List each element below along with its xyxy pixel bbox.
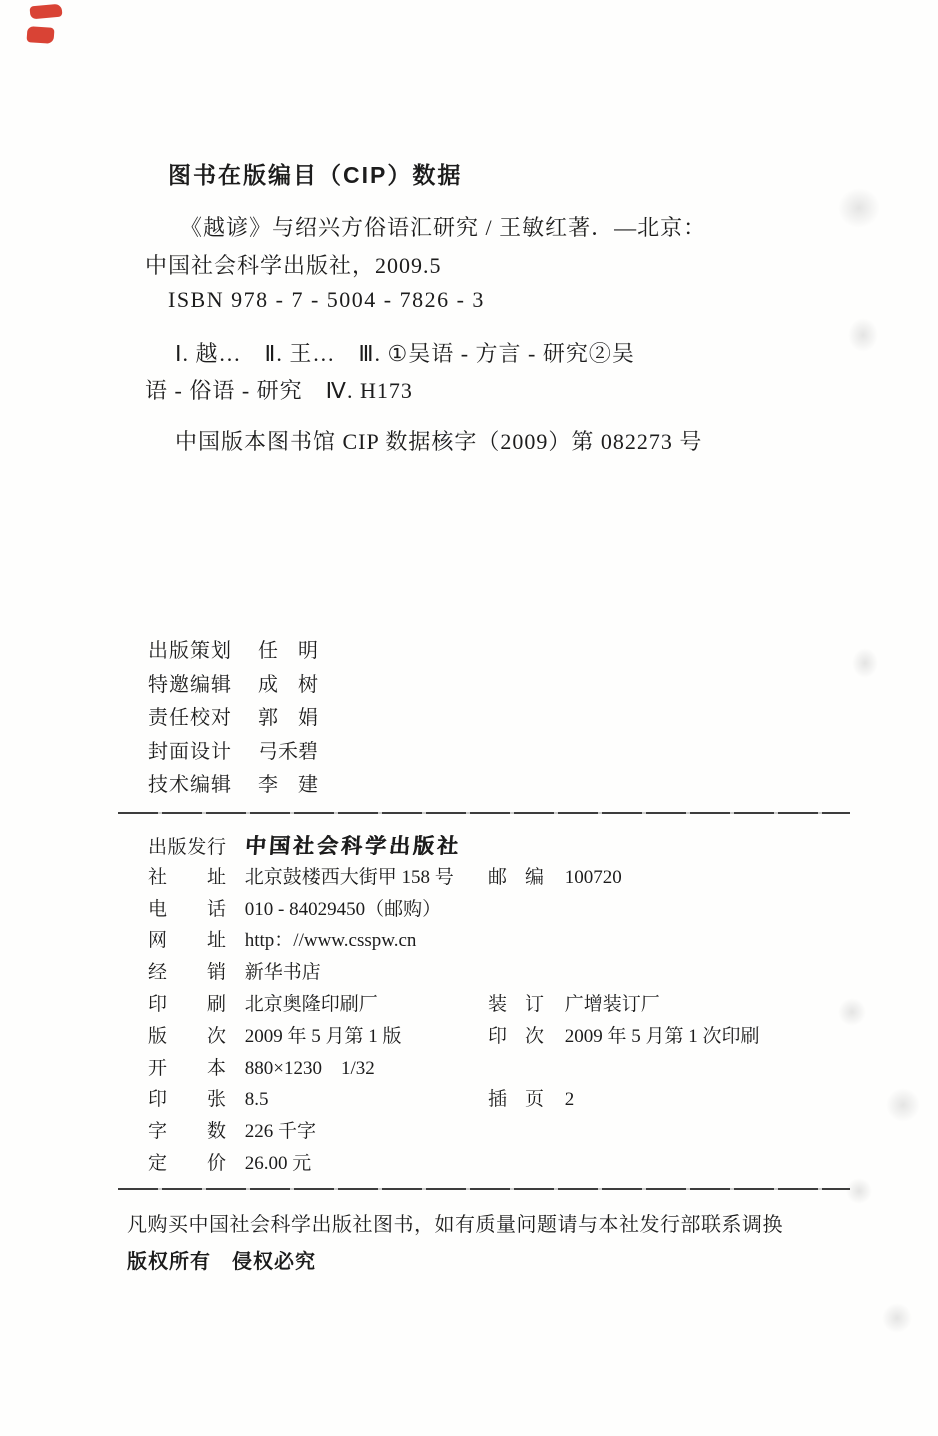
credit-role: 封面设计 — [148, 740, 232, 763]
credit-name: 郭 娟 — [258, 707, 318, 729]
pub-row-website — [148, 925, 850, 957]
pub-row-phone — [148, 894, 850, 926]
cip-record-number: 中国版本图书馆 CIP 数据核字（2009）第 082273 号 — [175, 429, 703, 454]
cip-title: 图书在版编目（CIP）数据 — [168, 162, 463, 188]
pub-right-group — [488, 862, 622, 889]
pub-label: 网址 — [148, 930, 226, 952]
publisher-logo-text: 中国社会科学出版社 — [243, 834, 462, 858]
scan-smudge — [846, 1178, 872, 1204]
copyright-statement: 版权所有 侵权必究 — [127, 1251, 316, 1273]
credit-role: 技术编辑 — [148, 774, 232, 796]
pub-row-address — [148, 862, 850, 894]
pub-value: 新华书店 — [244, 962, 321, 984]
pub-label: 定价 — [148, 1152, 226, 1174]
publication-info-table — [148, 830, 850, 1180]
pub-right-group — [488, 989, 660, 1016]
pub-row-price — [148, 1148, 850, 1180]
pub-label: 印刷 — [148, 993, 226, 1015]
pub-label-right: 印次 — [488, 1025, 544, 1047]
cip-entry-line1: 《越谚》与绍兴方俗语汇研究 / 王敏红著．—北京： — [180, 215, 707, 240]
pub-value: 880×1230 1/32 — [244, 1057, 375, 1079]
credit-row-cover-design — [148, 735, 318, 769]
pub-label-right: 插页 — [488, 1089, 544, 1111]
quality-notice: 凡购买中国社会科学出版社图书，如有质量问题请与本社发行部联系调换 — [127, 1214, 783, 1236]
pub-row-wordcount — [148, 1116, 850, 1148]
pub-value: 北京奥隆印刷厂 — [244, 993, 378, 1015]
pub-row-publisher — [148, 830, 850, 862]
credit-row-guest-editor — [148, 668, 318, 702]
pub-label: 社址 — [148, 866, 226, 888]
pub-label: 经销 — [148, 962, 226, 984]
pub-value: 2009 年 5 月第 1 版 — [244, 1025, 402, 1047]
credit-role: 责任校对 — [148, 707, 232, 729]
scan-smudge — [838, 188, 880, 228]
red-pen-mark — [29, 4, 62, 20]
pub-label: 开本 — [148, 1057, 226, 1079]
credit-name: 李 建 — [258, 774, 318, 796]
pub-row-distributor — [148, 957, 850, 989]
pub-label-right: 邮编 — [488, 866, 544, 888]
scan-smudge — [848, 318, 878, 352]
pub-value: 226 千字 — [244, 1121, 317, 1143]
scan-smudge — [852, 648, 878, 678]
pub-value-right: 2 — [564, 1089, 575, 1111]
pub-value: 010 - 84029450（邮购） — [244, 898, 442, 920]
pub-value-right: 100720 — [564, 866, 622, 888]
pub-row-printer — [148, 989, 850, 1021]
pub-label: 印张 — [148, 1089, 226, 1111]
pub-row-format — [148, 1053, 850, 1085]
pub-label: 字数 — [148, 1121, 226, 1143]
pub-value-right: 2009 年 5 月第 1 次印刷 — [564, 1025, 760, 1047]
credit-name: 任 明 — [258, 640, 318, 662]
red-pen-mark — [26, 26, 54, 44]
credit-role: 特邀编辑 — [148, 673, 232, 696]
pub-right-group — [488, 1084, 574, 1111]
pub-value: 8.5 — [244, 1089, 269, 1111]
divider-line-bottom — [118, 1188, 850, 1190]
divider-line-top — [118, 812, 850, 814]
credit-row-proofreader — [148, 701, 318, 735]
credit-name: 弓禾碧 — [258, 740, 318, 763]
credit-row-technical-editor — [148, 768, 318, 802]
pub-right-group — [488, 1021, 760, 1048]
staff-credits — [148, 634, 318, 802]
credit-role: 出版策划 — [148, 640, 232, 662]
pub-value: http：//www.csspw.cn — [244, 930, 417, 952]
pub-label-right: 装订 — [488, 993, 544, 1015]
scan-smudge — [886, 1088, 920, 1122]
classification-line2: 语 - 俗语 - 研究 Ⅳ. H173 — [145, 378, 413, 403]
pub-label: 版次 — [148, 1025, 226, 1047]
credit-name: 成 树 — [258, 673, 318, 696]
isbn-line: ISBN 978 - 7 - 5004 - 7826 - 3 — [168, 287, 485, 312]
pub-value: 北京鼓楼西大街甲 158 号 — [244, 866, 454, 888]
classification-line1: Ⅰ. 越… Ⅱ. 王… Ⅲ. ①吴语 - 方言 - 研究②吴 — [175, 341, 635, 366]
scan-smudge — [882, 1303, 912, 1333]
pub-label: 电话 — [148, 898, 226, 920]
credit-row-planning — [148, 634, 318, 668]
pub-value: 26.00 元 — [244, 1152, 312, 1174]
pub-row-sheets — [148, 1084, 850, 1116]
pub-row-edition — [148, 1021, 850, 1053]
pub-value-right: 广增装订厂 — [564, 993, 660, 1015]
pub-label: 出版发行 — [148, 837, 226, 858]
cip-entry-line2: 中国社会科学出版社，2009.5 — [145, 253, 442, 278]
